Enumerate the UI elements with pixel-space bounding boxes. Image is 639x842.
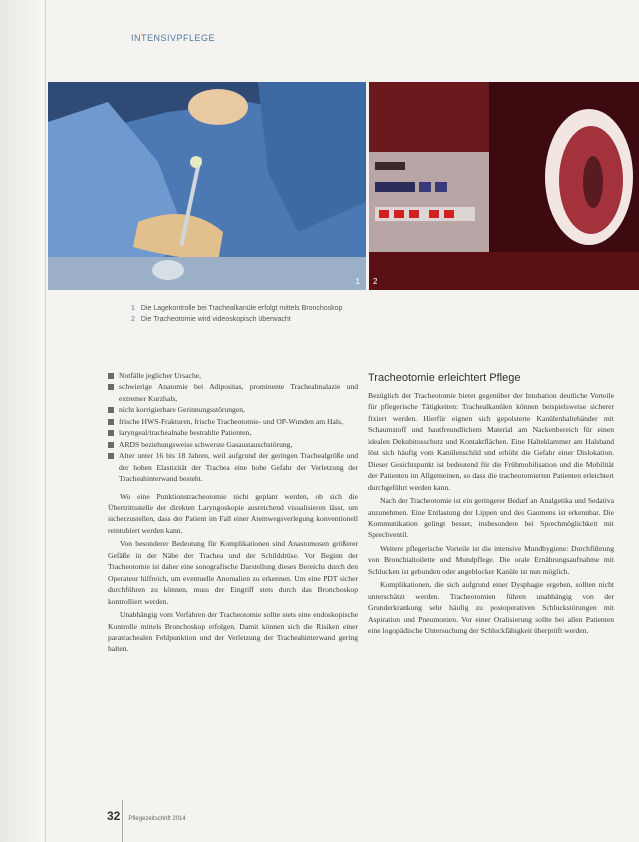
list-item-text: ARDS beziehungsweise schwerste Gasaustauschstörung,	[119, 439, 293, 449]
list-item	[108, 416, 358, 427]
list-item	[108, 381, 358, 404]
scan-fold-line	[45, 0, 46, 842]
paragraph: Weitere pflegerische Vorteile ist die intensive Mundhygiene: Durchführung von Bronchialtoilette und Mundpflege. Die orale Ernährungsaufnahme mit Schlucken ist gebunden oder angeblocker Kanüle ist nun möglich.	[368, 543, 614, 576]
bullet-square-icon	[108, 419, 114, 425]
list-item-text: Alter unter 16 bis 18 Jahren, weil aufgrund der geringen Trachealgröße und der hohen Elastizität der Trachea eine hohe Gefahr der Verletzung der Tracheahinterwand besteht.	[119, 451, 358, 484]
page-number: 32	[107, 809, 121, 823]
paragraph: Komplikationen, die sich aufgrund einer Dysphagie ergeben, sollten nicht unterschätzt werden. Tracheotomien führen unabhängig von der Grunderkrankung sehr häufig zu postoperativen Schluckstörungen mit Aspiration und Pneumonien. Vor einer Oralisierung sollte bei allen Patienten eine logopädische Untersuchung der Schluckfähigkeit überprüft werden.	[368, 580, 614, 636]
photo-number: 1	[355, 277, 360, 286]
paragraph: Unabhängig vom Verfahren der Tracheotomie sollte stets eine endoskopische Kontrolle mittels Bronchoskop erfolgen. Damit können sich die Risiken einer paratrachealen Fehlpunktion und der Verletzung der Tracheahinterwand gering halten.	[108, 610, 358, 654]
bullet-square-icon	[108, 453, 114, 459]
bullet-square-icon	[108, 407, 114, 413]
caption-item	[131, 303, 511, 314]
list-item-text: schwierige Anatomie bei Adipositas, prominente Trachealmalazie und extremer Kurzhals,	[119, 382, 358, 403]
caption-text: Die Tracheotomie wird videoskopisch überwacht	[140, 316, 291, 323]
bullet-square-icon	[108, 373, 114, 379]
section-heading: Tracheotomie erleichtert Pflege	[368, 372, 521, 384]
section-label: INTENSIVPFLEGE	[131, 33, 216, 43]
magazine-name: Pflegezeitschrift 2014	[128, 816, 186, 822]
bullet-square-icon	[108, 442, 114, 448]
list-item-text: frische HWS-Frakturen, frische Tracheotomie- und OP-Wunden am Hals,	[119, 416, 343, 426]
photo-surgery	[48, 82, 366, 290]
photo-surgery-illustration	[48, 82, 366, 290]
caption-number: 2	[131, 316, 135, 323]
caption-item	[131, 314, 511, 325]
list-item	[108, 404, 358, 415]
paragraph: Wo eine Punktionstracheotomie nicht geplant werden, ob sich die Übertrittsstelle der direkten Laryngoskopie ausreichend visualisieren lässt, um sicherzustellen, dass der Patient im Fall einer Atemwegsverlegung konventionell reintubiert werden kann.	[108, 491, 358, 535]
paragraph: Von besonderer Bedeutung für Komplikationen sind Anastomosen größerer Gefäße in der Nähe der Trachea und der Schilddrüse. Vor Beginn der Tracheotomie ist daher eine sonografische Darstellung dieses Bereichs durch den Operateur hilfreich, um eventuelle Anomalien zu erkennen. Um eine PDT sicher durchführen zu können, muss der Eingriff stets durch das Bronchoskop kontrolliert werden.	[108, 539, 358, 606]
bullet-square-icon	[108, 384, 114, 390]
left-column	[108, 370, 358, 657]
paragraph: Nach der Tracheotomie ist ein geringerer Bedarf an Analgetika und Sedativa anzunehmen. Eine Entlastung der Lippen und des Gaumens ist erkennbar. Die Kommunikation gelingt besser, insbesondere bei Sprechmöglichkeit mit Sprechventil.	[368, 496, 614, 540]
list-item-text: nicht korrigierbare Gerinnungsstörungen,	[119, 405, 245, 415]
list-item	[108, 439, 358, 450]
photo-endoscopy-illustration	[369, 82, 639, 290]
figure-captions	[131, 303, 511, 325]
photo-number: 2	[373, 277, 378, 286]
scan-edge	[0, 0, 44, 842]
contraindication-list	[108, 370, 358, 485]
bullet-square-icon	[108, 430, 114, 436]
list-item	[108, 450, 358, 484]
page-footer	[107, 809, 186, 823]
caption-text: Die Lagekontrolle bei Trachealkanüle erfolgt mittels Bronchoskop	[140, 305, 343, 312]
photo-endoscopy	[369, 82, 639, 290]
list-item-text: Notfälle jeglicher Ursache,	[119, 371, 202, 380]
right-column	[368, 390, 614, 639]
list-item	[108, 370, 358, 381]
caption-number: 1	[131, 305, 135, 312]
list-item	[108, 427, 358, 438]
paragraph: Bezüglich der Tracheotomie bietet gegenüber der Intubation deutliche Vorteile für pflegerische Tätigkeiten: Trachealkanülen können beispielsweise sicherer fixiert werden. Hierfür eignen sich gepolsterte Kanülenhaltebänder mit Schaumstoff und hautfreundlichem Material am Nackenbereich für einen idealen Dekubitusschutz und Kontaktflächen. Eine Halteklammer am Halsband löst sich häufig vom Kanülenschild und erhöht die Gefahr einer Dislokation. Dieser Gesichtspunkt ist bedeutend für die Frühmobilisation und die Mobilität der Patienten im Allgemeinen, so dass die tracheotomierten Patienten erleichtert durchgeführt werden kann.	[368, 391, 614, 492]
list-item-text: laryngeal/trachealnahe bestrahlte Patienten,	[119, 428, 252, 438]
